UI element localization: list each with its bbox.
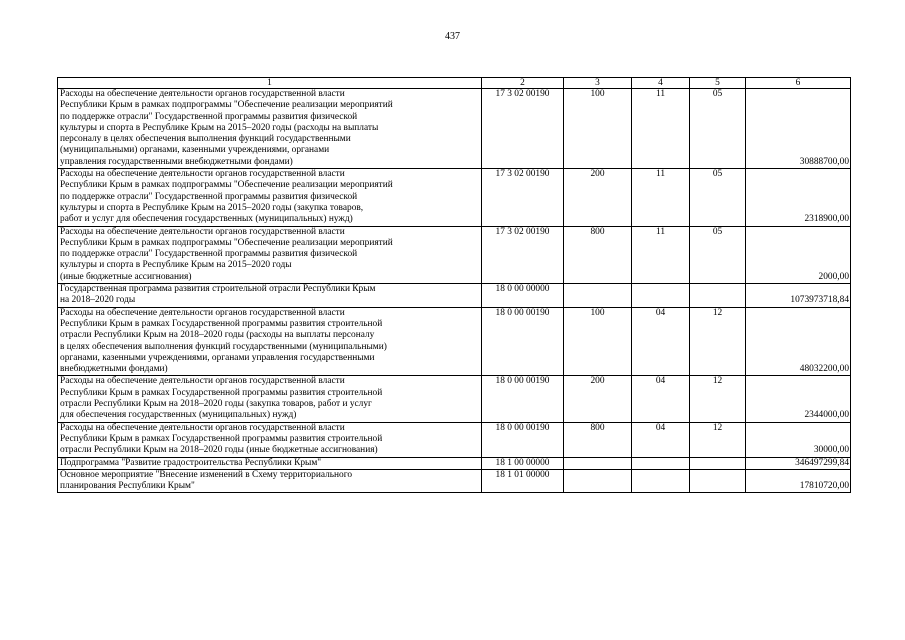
description-line: Республики Крым в рамках Государственной программы развития строительной: [60, 318, 383, 329]
section-code: 11: [632, 169, 690, 226]
row-description: [58, 284, 482, 308]
page-number: 437: [445, 31, 460, 42]
target-article-code: 18 0 00 00190: [482, 307, 564, 376]
target-article-code: 18 0 00 00190: [482, 422, 564, 457]
amount-value: 1073973718,84: [746, 284, 851, 308]
description-line: отрасли Республики Крым на 2018–2020 годы (расходы на выплаты персоналу: [60, 330, 375, 341]
subsection-code: 05: [690, 169, 746, 226]
subsection-code: 12: [690, 422, 746, 457]
section-code: [632, 469, 690, 493]
subsection-code: [690, 284, 746, 308]
description-line: Расходы на обеспечение деятельности органов государственной власти: [60, 376, 345, 387]
description-line: Республики Крым в рамках подпрограммы "Обеспечение реализации мероприятий: [60, 237, 393, 248]
target-article-code: 17 3 02 00190: [482, 89, 564, 169]
table-row: [58, 457, 851, 469]
description-line: для обеспечения государственных (муниципальных) нужд): [60, 410, 297, 421]
table-row: [58, 226, 851, 283]
table-row: [58, 469, 851, 493]
amount-value: 17810720,00: [746, 469, 851, 493]
amount-value: 30000,00: [746, 422, 851, 457]
subsection-code: [690, 469, 746, 493]
expense-type-code: 800: [564, 422, 632, 457]
column-header-6: 6: [746, 78, 851, 89]
expense-type-code: [564, 284, 632, 308]
description-line: Основное мероприятие "Внесение изменений в Схему территориального: [60, 469, 353, 480]
row-description: [58, 307, 482, 376]
subsection-code: 12: [690, 376, 746, 422]
table-row: [58, 376, 851, 422]
description-line: (иные бюджетные ассигнования): [60, 271, 192, 282]
subsection-code: 12: [690, 307, 746, 376]
expense-type-code: 100: [564, 89, 632, 169]
description-line: (муниципальными) органами, казенными учреждениями, органами: [60, 145, 330, 156]
budget-table: [57, 77, 851, 493]
description-line: культуры и спорта в Республике Крым на 2015–2020 годы (закупка товаров,: [60, 202, 364, 213]
description-line: Расходы на обеспечение деятельности органов государственной власти: [60, 226, 345, 237]
description-line: в целях обеспечения выполнения функций государственными (муниципальными): [60, 341, 387, 352]
description-line: отрасли Республики Крым на 2018–2020 годы (иные бюджетные ассигнования): [60, 445, 378, 456]
section-code: [632, 284, 690, 308]
row-description: [58, 376, 482, 422]
description-line: Республики Крым в рамках подпрограммы "Обеспечение реализации мероприятий: [60, 100, 393, 111]
row-description: [58, 457, 482, 469]
amount-value: 346497299,84: [746, 457, 851, 469]
description-line: по поддержке отрасли" Государственной программы развития физической: [60, 249, 358, 260]
description-line: на 2018–2020 годы: [60, 295, 136, 306]
description-line: управления государственными внебюджетными фондами): [60, 156, 293, 167]
amount-value: 30888700,00: [746, 89, 851, 169]
table-row: [58, 284, 851, 308]
section-code: [632, 457, 690, 469]
description-line: Расходы на обеспечение деятельности органов государственной власти: [60, 169, 345, 180]
description-line: Республики Крым в рамках Государственной программы развития строительной: [60, 387, 383, 398]
expense-type-code: [564, 457, 632, 469]
target-article-code: 18 1 01 00000: [482, 469, 564, 493]
subsection-code: [690, 457, 746, 469]
table-row: [58, 169, 851, 226]
column-header-5: 5: [690, 78, 746, 89]
table-header-row: [58, 78, 851, 89]
target-article-code: 18 0 00 00190: [482, 376, 564, 422]
column-header-4: 4: [632, 78, 690, 89]
expense-type-code: [564, 469, 632, 493]
section-code: 04: [632, 307, 690, 376]
description-line: Государственная программа развития строительной отрасли Республики Крым: [60, 284, 376, 295]
subsection-code: 05: [690, 226, 746, 283]
description-line: Республики Крым в рамках подпрограммы "Обеспечение реализации мероприятий: [60, 180, 393, 191]
description-line: Расходы на обеспечение деятельности органов государственной власти: [60, 89, 345, 99]
target-article-code: 17 3 02 00190: [482, 226, 564, 283]
target-article-code: 18 0 00 00000: [482, 284, 564, 308]
target-article-code: 18 1 00 00000: [482, 457, 564, 469]
description-line: органами, казенными учреждениями, органами управления государственными: [60, 352, 375, 363]
subsection-code: 05: [690, 89, 746, 169]
expense-type-code: 200: [564, 376, 632, 422]
row-description: [58, 169, 482, 226]
description-line: культуры и спорта в Республике Крым на 2015–2020 годы (расходы на выплаты: [60, 122, 379, 133]
section-code: 11: [632, 89, 690, 169]
expense-type-code: 200: [564, 169, 632, 226]
amount-value: 2344000,00: [746, 376, 851, 422]
row-description: [58, 469, 482, 493]
row-description: [58, 422, 482, 457]
section-code: 04: [632, 422, 690, 457]
row-description: [58, 226, 482, 283]
table-body: [58, 89, 851, 493]
row-description: [58, 89, 482, 169]
amount-value: 48032200,00: [746, 307, 851, 376]
target-article-code: 17 3 02 00190: [482, 169, 564, 226]
description-line: внебюджетными фондами): [60, 364, 168, 375]
expense-type-code: 800: [564, 226, 632, 283]
section-code: 04: [632, 376, 690, 422]
description-line: персоналу в целях обеспечения выполнения функций государственными: [60, 134, 351, 145]
description-line: Расходы на обеспечение деятельности органов государственной власти: [60, 307, 345, 318]
description-line: Подпрограмма "Развитие градостроительства Республики Крым": [60, 457, 322, 468]
table-row: [58, 307, 851, 376]
description-line: планирования Республики Крым": [60, 481, 195, 492]
amount-value: 2000,00: [746, 226, 851, 283]
amount-value: 2318900,00: [746, 169, 851, 226]
column-header-3: 3: [564, 78, 632, 89]
description-line: работ и услуг для обеспечения государственных (муниципальных) нужд): [60, 214, 353, 225]
table-row: [58, 89, 851, 169]
description-line: Республики Крым в рамках Государственной программы развития строительной: [60, 433, 383, 444]
section-code: 11: [632, 226, 690, 283]
description-line: отрасли Республики Крым на 2018–2020 годы (закупка товаров, работ и услуг: [60, 399, 372, 410]
description-line: по поддержке отрасли" Государственной программы развития физической: [60, 111, 358, 122]
description-line: культуры и спорта в Республике Крым на 2015–2020 годы: [60, 260, 292, 271]
column-header-1: 1: [58, 78, 482, 89]
description-line: по поддержке отрасли" Государственной программы развития физической: [60, 191, 358, 202]
description-line: Расходы на обеспечение деятельности органов государственной власти: [60, 422, 345, 433]
expense-type-code: 100: [564, 307, 632, 376]
column-header-2: 2: [482, 78, 564, 89]
table-row: [58, 422, 851, 457]
